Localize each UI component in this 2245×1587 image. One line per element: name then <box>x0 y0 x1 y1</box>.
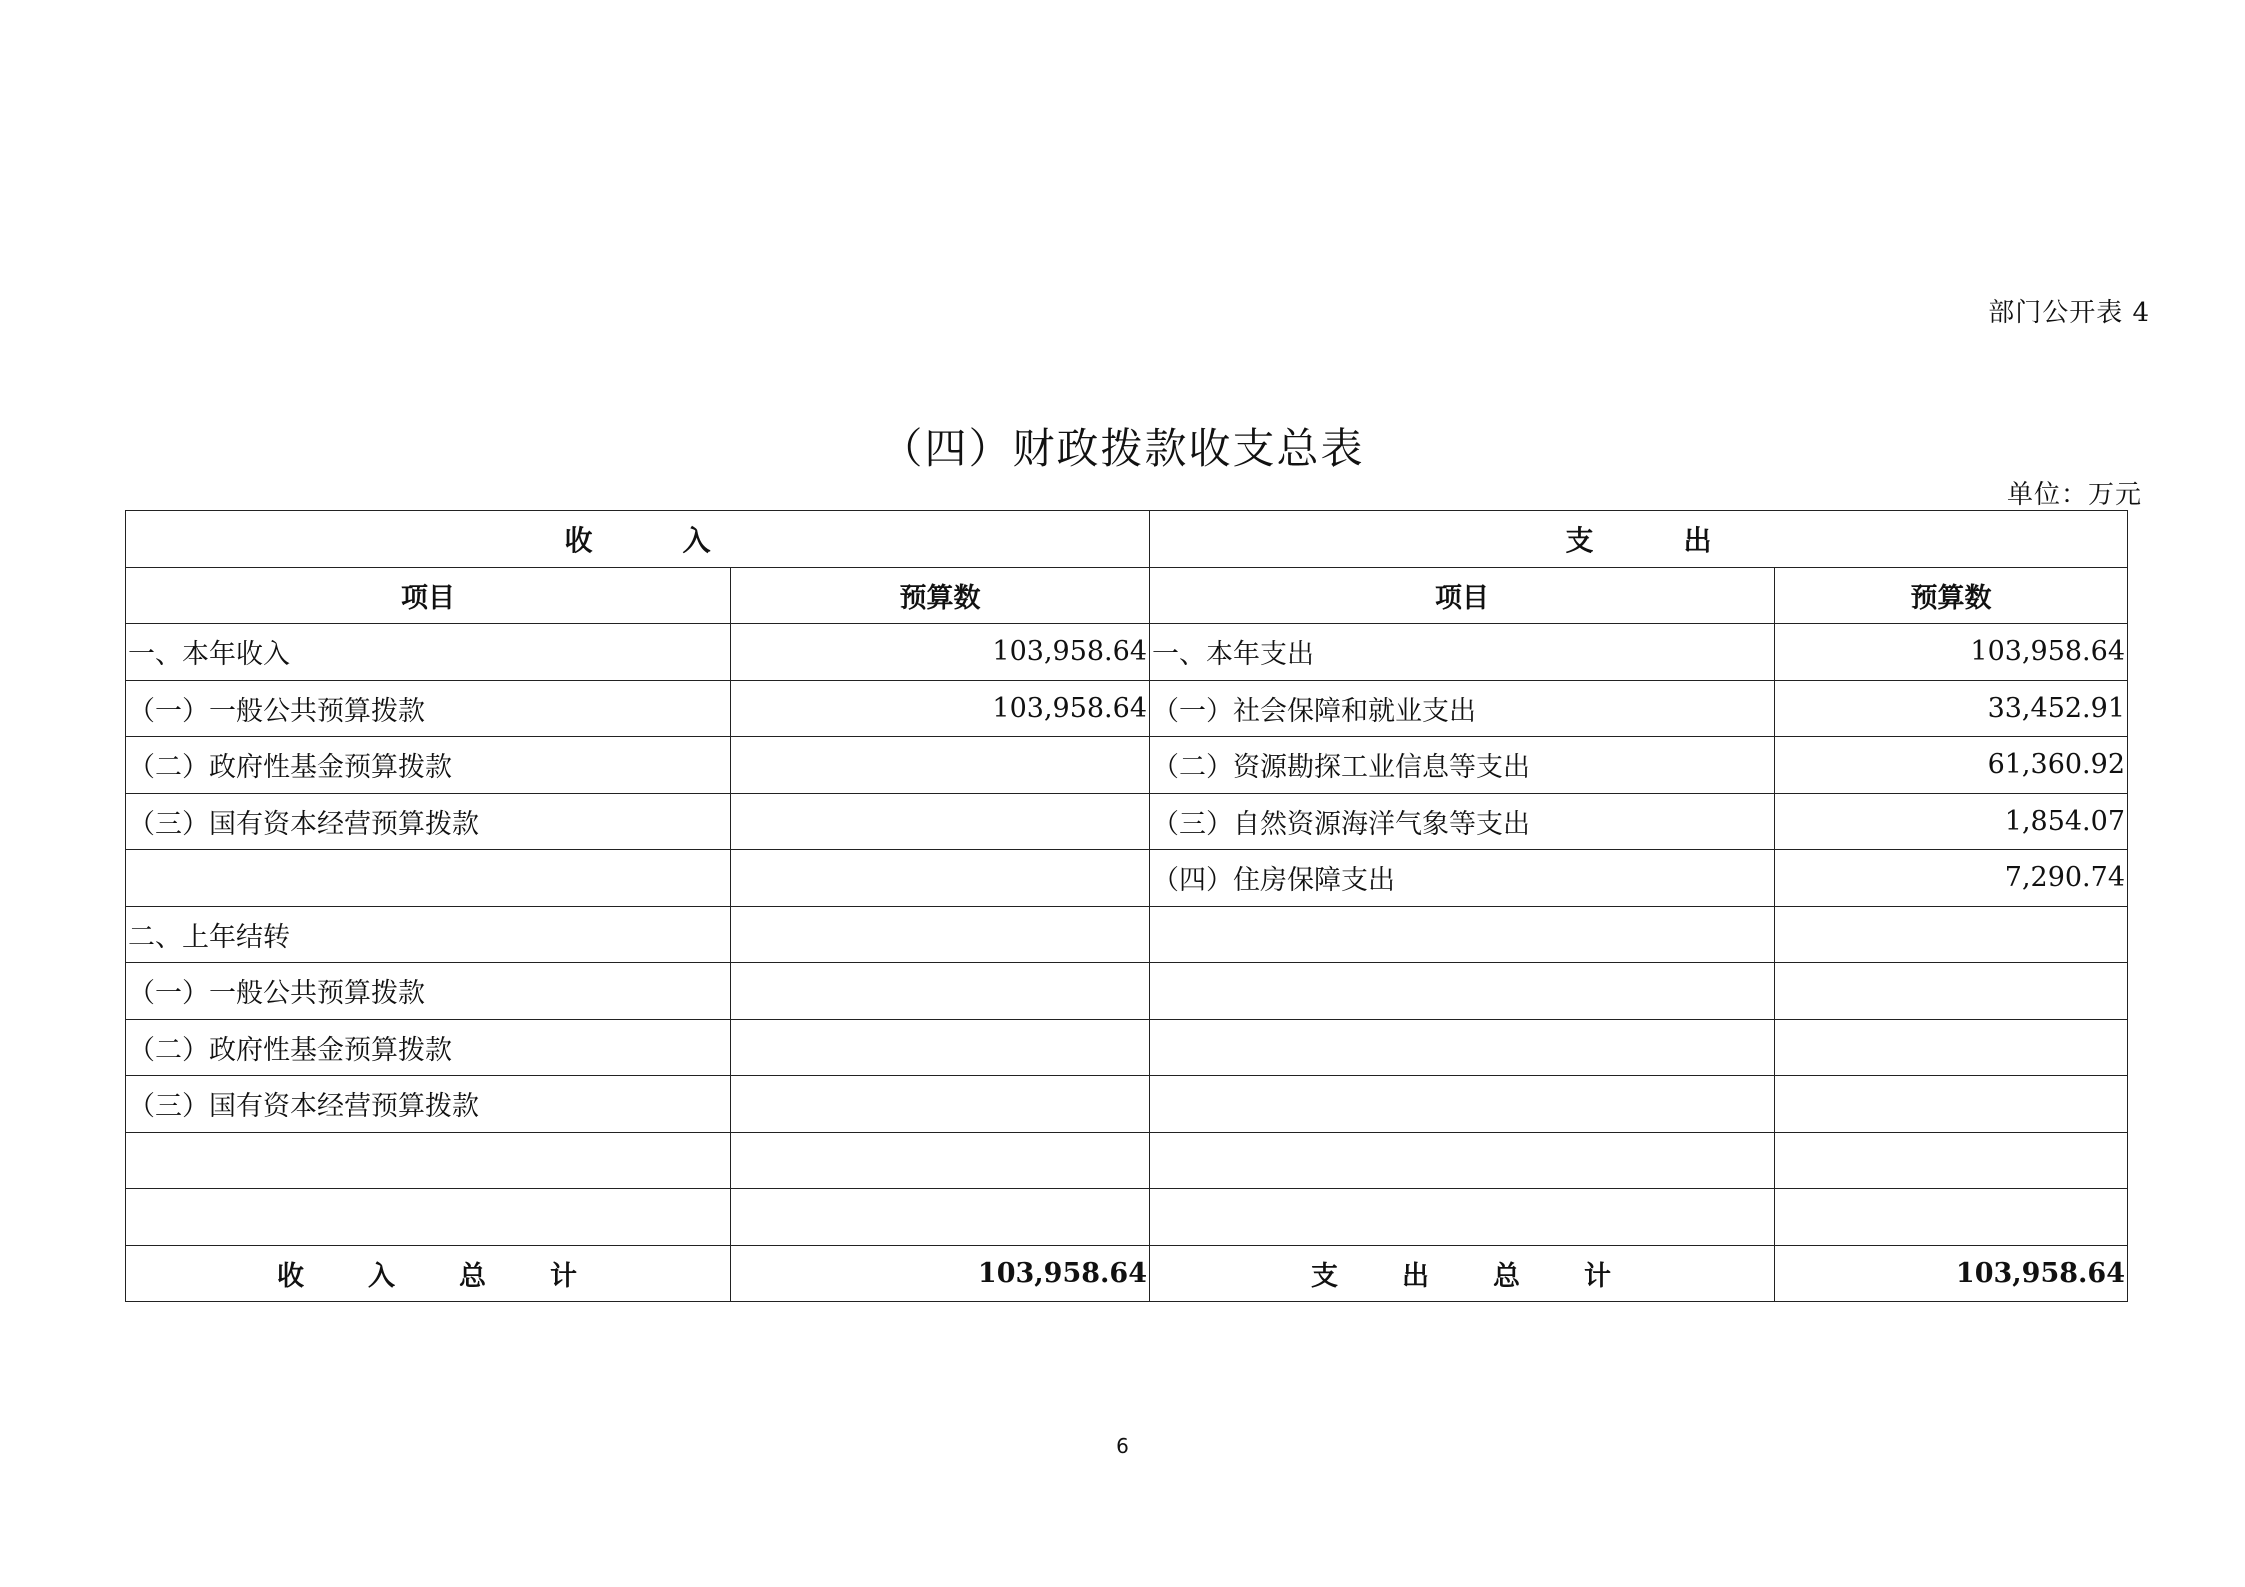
income-total-amount: 103,958.64 <box>731 1245 1150 1302</box>
document-code: 部门公开表 4 <box>1988 298 2150 328</box>
expense-amount-cell <box>1775 1132 2128 1189</box>
column-header-row <box>126 567 2128 624</box>
expense-amount-cell <box>1775 963 2128 1020</box>
expense-item-cell <box>1150 1076 1775 1133</box>
income-amount-cell <box>731 850 1150 907</box>
income-item-cell: （一）一般公共预算拨款 <box>126 680 731 737</box>
income-item-cell: （一）一般公共预算拨款 <box>126 963 731 1020</box>
total-row <box>126 1245 2128 1302</box>
expense-amount-cell: 33,452.91 <box>1775 680 2128 737</box>
income-amount-cell <box>731 737 1150 794</box>
income-amount-cell <box>731 1132 1150 1189</box>
income-header: 收 入 <box>126 511 1150 568</box>
expense-item-cell: 一、本年支出 <box>1150 624 1775 681</box>
table-row <box>126 1019 2128 1076</box>
expense-item-cell <box>1150 963 1775 1020</box>
table-row <box>126 737 2128 794</box>
expense-item-cell <box>1150 906 1775 963</box>
income-item-cell: （二）政府性基金预算拨款 <box>126 1019 731 1076</box>
income-item-cell: 二、上年结转 <box>126 906 731 963</box>
expense-amount-cell <box>1775 906 2128 963</box>
income-item-cell: 一、本年收入 <box>126 624 731 681</box>
expense-budget-col-header: 预算数 <box>1775 567 2128 624</box>
expense-amount-cell <box>1775 1019 2128 1076</box>
expense-amount-cell <box>1775 1076 2128 1133</box>
expense-total-label: 支 出 总 计 <box>1150 1245 1775 1302</box>
table-row <box>126 850 2128 907</box>
expense-item-col-header: 项目 <box>1150 567 1775 624</box>
table-row <box>126 793 2128 850</box>
income-amount-cell <box>731 963 1150 1020</box>
table-row <box>126 1076 2128 1133</box>
expense-item-cell: （四）住房保障支出 <box>1150 850 1775 907</box>
expense-amount-cell <box>1775 1189 2128 1246</box>
income-item-col-header: 项目 <box>126 567 731 624</box>
income-total-label: 收 入 总 计 <box>126 1245 731 1302</box>
expense-total-amount: 103,958.64 <box>1775 1245 2128 1302</box>
income-item-cell <box>126 850 731 907</box>
page-title: （四）财政拨款收支总表 <box>880 424 1365 473</box>
income-item-cell: （二）政府性基金预算拨款 <box>126 737 731 794</box>
table-row <box>126 906 2128 963</box>
income-amount-cell <box>731 1019 1150 1076</box>
income-amount-cell <box>731 793 1150 850</box>
table-row <box>126 680 2128 737</box>
table-row <box>126 624 2128 681</box>
expense-item-cell <box>1150 1132 1775 1189</box>
table-row <box>126 963 2128 1020</box>
income-item-cell <box>126 1132 731 1189</box>
income-amount-cell: 103,958.64 <box>731 624 1150 681</box>
unit-label: 单位：万元 <box>2006 480 2142 510</box>
income-item-cell <box>126 1189 731 1246</box>
section-header-row <box>126 511 2128 568</box>
table-row <box>126 1189 2128 1246</box>
table-row <box>126 1132 2128 1189</box>
budget-table <box>125 510 2128 1302</box>
income-amount-cell <box>731 1189 1150 1246</box>
expense-item-cell: （三）自然资源海洋气象等支出 <box>1150 793 1775 850</box>
expense-amount-cell: 103,958.64 <box>1775 624 2128 681</box>
expense-item-cell <box>1150 1189 1775 1246</box>
income-budget-col-header: 预算数 <box>731 567 1150 624</box>
expense-item-cell: （二）资源勘探工业信息等支出 <box>1150 737 1775 794</box>
income-amount-cell <box>731 1076 1150 1133</box>
page-number: 6 <box>1116 1434 1129 1458</box>
expense-item-cell: （一）社会保障和就业支出 <box>1150 680 1775 737</box>
expense-header: 支 出 <box>1150 511 2128 568</box>
income-amount-cell: 103,958.64 <box>731 680 1150 737</box>
expense-amount-cell: 61,360.92 <box>1775 737 2128 794</box>
expense-amount-cell: 7,290.74 <box>1775 850 2128 907</box>
expense-amount-cell: 1,854.07 <box>1775 793 2128 850</box>
income-item-cell: （三）国有资本经营预算拨款 <box>126 1076 731 1133</box>
income-item-cell: （三）国有资本经营预算拨款 <box>126 793 731 850</box>
income-amount-cell <box>731 906 1150 963</box>
expense-item-cell <box>1150 1019 1775 1076</box>
